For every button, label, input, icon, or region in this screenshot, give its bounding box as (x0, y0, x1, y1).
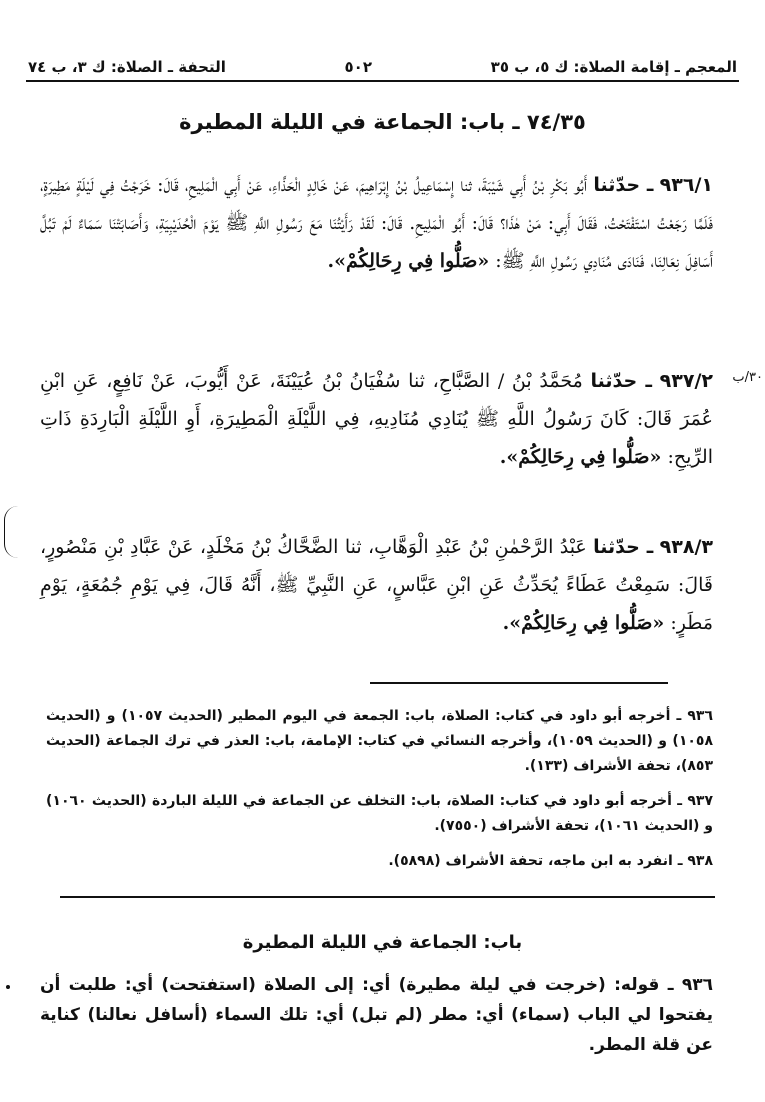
hadith-lead: ـ حدّثنا (593, 174, 654, 196)
margin-note: ٣٠/ب (732, 370, 763, 385)
footnote-rule (370, 682, 668, 684)
sharh-text: ٩٣٦ ـ قوله: (خرجت في ليلة مطيرة) أي: إلى الصلاة (استفتحت) أي: طلبت أن يفتحوا لي الباب (سماء) أي: مطر (لم تبل) أي: تلك السماء (أسافل نعالنا) كناية عن قلة المطر. (40, 975, 713, 1055)
chapter-title: ٧٤/٣٥ ـ باب: الجماعة في الليلة المطيرة (179, 110, 586, 134)
hadith-quote: «صَلُّوا فِي رِحَالِكُمْ». (327, 250, 490, 272)
header-right: المعجم ـ إقامة الصلاة: ك ٥، ب ٣٥ (490, 58, 737, 76)
hadith-quote: «صَلُّوا فِي رِحَالِكُمْ». (499, 446, 662, 468)
footnote-2: ٩٣٧ ـ أخرجه أبو داود في كتاب: الصلاة، باب: التخلف عن الجماعة في الليلة الباردة (الحديث ١٠٦٠) و (الحديث ١٠٦١)، تحفة الأشراف (٧٥٥٠). (46, 793, 713, 834)
margin-bracket (4, 506, 21, 558)
hadith-text: عَبْدُ الرَّحْمٰنِ بْنُ عَبْدِ الْوَهَّابِ، ثنا الضَّحَّاكُ بْنُ مَخْلَدٍ، عَنْ عَبَّادِ بْنِ مَنْصُورٍ، قَالَ: سَمِعْتُ عَطَاءً يُحَدِّثُ عَنِ ابْنِ عَبَّاسٍ، عَنِ النَّبِيِّ ﷺ، أَنَّهُ قَالَ، فِي يَوْمِ جُمُعَةٍ، يَوْمِ مَطَرٍ: (40, 536, 713, 634)
hadith-number: ٩٣٨/٣ (659, 536, 713, 558)
hadith-text: مُحَمَّدُ بْنُ / الصَّبَّاحِ، ثنا سُفْيَانُ بْنُ عُيَيْنَةَ، عَنْ أَيُّوبَ، عَنْ نَافِعٍ، عَنِ ابْنِ عُمَرَ قَالَ: كَانَ رَسُولُ اللَّهِ ﷺ يُنَادِي مُنَادِيهِ، فِي اللَّيْلَةِ الْمَطِيرَةِ، أَوِ اللَّيْلَةِ الْبَارِدَةِ ذَاتِ الرِّيحِ: (40, 370, 713, 468)
hadith-lead: ـ حدّثنا (590, 370, 652, 392)
hadith-text: أَبُو بَكْرِ بْنُ أَبِي شَيْبَةَ، ثنا إِسْمَاعِيلُ بْنُ إِبْرَاهِيمَ، عَنْ خَالِدٍ الْحَذَّاءِ، عَنْ أَبِي الْمَلِيحِ، قَالَ: خَرَجْتُ فِي لَيْلَةٍ مَطِيرَةٍ، فَلَمَّا رَجَعْتُ اسْتَفْتَحْتُ، فَقَالَ أَبِي: مَنْ هٰذَا؟ قَالَ: أَبُو الْمَلِيحِ. قَالَ: لَقَدْ رَأَيْتُنَا مَعَ رَسُولِ اللَّهِ ﷺ يَوْمَ الْحُدَيْبِيَةِ، وَأَصَابَتْنَا سَمَاءٌ لَمْ تَبُلَّ أَسَافِلَ نِعَالِنَا، فَنَادَى مُنَادِي رَسُولِ اللَّهِ ﷺ: (40, 174, 713, 272)
header-rule (26, 80, 739, 82)
sharh-title: باب: الجماعة في الليلة المطيرة (242, 932, 523, 953)
footnote-3: ٩٣٨ ـ انفرد به ابن ماجه، تحفة الأشراف (٥٨٩٨). (388, 853, 713, 869)
page-number: ٥٠٢ (344, 58, 372, 76)
hadith-3 (40, 528, 713, 642)
hadith-2 (40, 362, 713, 476)
hadith-1 (40, 166, 713, 280)
sharh-rule (60, 896, 715, 898)
margin-dot (6, 985, 10, 989)
page-header (28, 46, 737, 76)
hadith-quote: «صَلُّوا فِي رِحَالِكُمْ». (502, 612, 665, 634)
footnote-1: ٩٣٦ ـ أخرجه أبو داود في كتاب: الصلاة، باب: الجمعة في اليوم المطير (الحديث ١٠٥٧) و (الحديث ١٠٥٨) و (الحديث ١٠٥٩)، وأخرجه النسائي في كتاب: الإمامة، باب: العذر في ترك الجماعة (الحديث ٨٥٣)، تحفة الأشراف (١٣٣). (46, 708, 713, 774)
hadith-number: ٩٣٦/١ (659, 174, 713, 196)
header-left: التحفة ـ الصلاة: ك ٣، ب ٧٤ (28, 58, 226, 76)
hadith-lead: ـ حدّثنا (593, 536, 654, 558)
footnotes (46, 704, 713, 884)
hadith-number: ٩٣٧/٢ (659, 370, 713, 392)
